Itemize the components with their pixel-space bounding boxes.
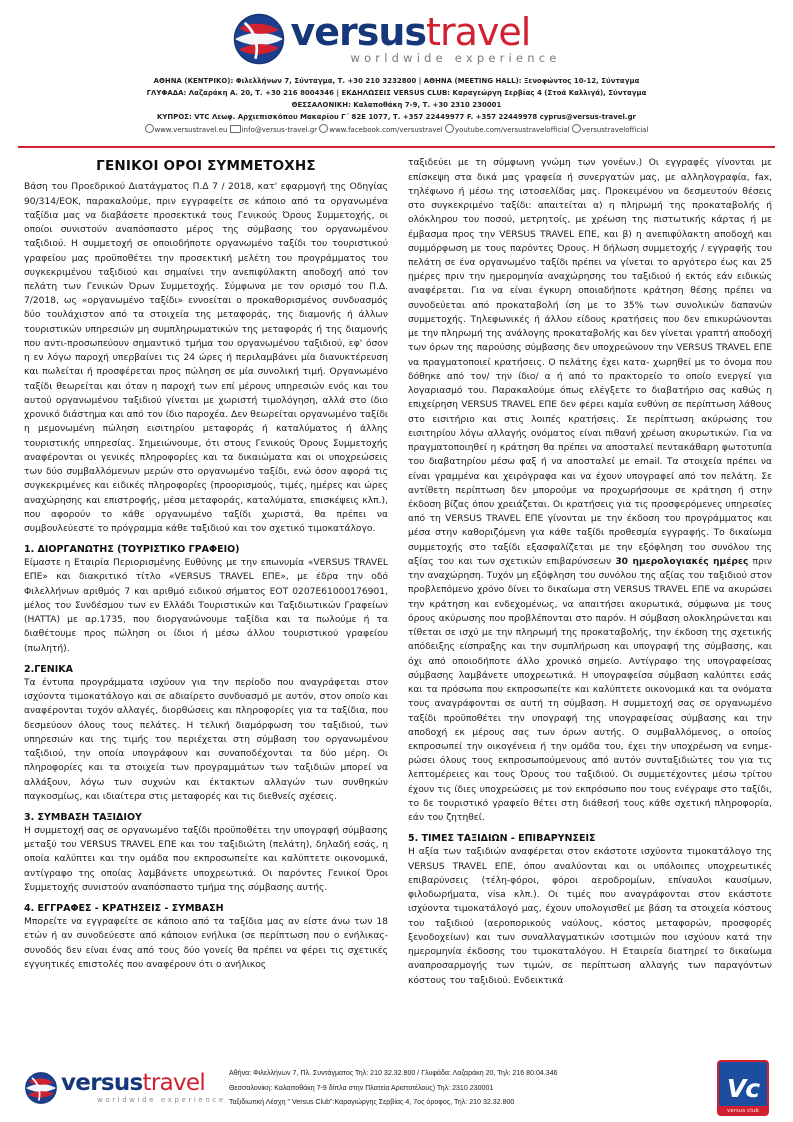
bold-30-calendar-days: 30 ημερολογιακές ημέρες bbox=[615, 556, 749, 567]
document-body bbox=[0, 148, 793, 988]
paragraph-travel-contract: Η συμμετοχή σας σε οργανωμένο ταξίδι προϋποθέτει την υπογραφή σύμβασης μεταξύ του VERSUS TRAVEL ΕΠΕ και του ταξιδιώτη (πελάτη), δηλαδή εσάς, η οποία καλύπτει και την ομάδα που εκπροσωπείτε και καλύπτετε οικονομικά, αντίγραφο της οποίας λαμβάνετε υποχρεωτικά. Οι παρόντες Γενικοί Όροι Συμμετοχής συνιστούν αναπόσπαστο τμήμα της σύμβασης αυτής. bbox=[24, 825, 388, 893]
paragraph-registrations-continued-text: ταξιδεύει με τη σύμφωνη γνώμη των γονέων.) Οι εγγραφές γίνονται με επίσκεψη στα δικά μας γραφεία ή συνεργατών μας, με αλληλογραφία, fax, τηλέφωνο ή μέσω της ιστοσελίδας μας. Προκειμένου να δεσμευτούν θέσεις στο συγκεκριμένο ταξίδι: απαιτείται α) η πληρωμή της προκαταβολής ή ολόκληρου του ποσού, μετρητοίς, με χρέωση της πιστωτικής κάρτας ή με έμβασμα προς την VERSUS TRAVEL ΕΠΕ, και β) η ανεπιφύλακτη αποδοχή και συμμόρφωση με τους παρόντες Όρους. Η δήλωση συμμετοχής / εγγραφής του πελάτη σε ένα οργανωμένο ταξίδι πρέπει να γίνεται το αργότερο έως και 25 ημέρες πριν την ημερομηνία αναχώρησης του ταξιδιού ή εκτός εάν ειδικώς αναφέρεται. Για να είναι έγκυρη οποιαδήποτε κράτηση θέσης πρέπει να συνοδεύεται από προκαταβολή ίση με το 35% των συνολικών δαπανών συμμετοχής. Τηλεφωνικές ή άλλου είδους κρατήσεις που δεν επικυρώνονται με την πληρωμή της ανάλογης προκαταβολής και δεν γίνεται γραπτή αποδοχή των όρων της παρούσης σύμβασης δεν υποχρεώνουν την VERSUS TRAVEL ΕΠΕ να πραγματοποιεί κρατήσεις. Ο πελάτης έχει κατα- χωρηθεί με το όνομα που δόθηκε από τον/ την ίδιο/ α ή από το πρακτορείο το οποίο ενεργεί για λογαριασμό του. Παρακαλούμε όπως ελέγξετε το διαβατήριο σας καθώς η επιχείρηση VERSUS TRAVEL ΕΠΕ δεν φέρει καμία ευθύνη σε περίπτωση λάθους στο εισιτήριο και στις λοιπές κρατήσεις. Σε περίπτωση ακύρωσης του εισιτηρίου λόγω αλλαγής ονόματος είναι πιθανή χρέωση ακυρωτικών. Για να πραγματοποιηθεί η κράτηση θα πρέπει να αποσταλεί πεντακάθαρη φωτοτυπία του διαβατηρίου μέσω φαξ ή να αποσταλεί με email. Τα στοιχεία πρέπει να είναι γραμμένα και χειρόγραφα και να έχουν υπογραφεί από τον πελάτη. Σε αντίθετη περίπτωση δεν μπορούμε να προχωρήσουμε σε κράτηση ή στην έκδοση βίζας όπου χρειάζεται. Οι κρατήσεις για τις προσφερόμενες υπηρεσίες από τη VERSUS TRAVEL ΕΠΕ γίνονται με την έκδοση του προγράμματος και μέσα στην καθοριζόμενη για κάθε ταξίδι προθεσμία εγγραφής. Το δικαίωμα συμμετοχής στο ταξίδι εξασφαλίζεται με την εξόφληση του συνόλου της αξίας του και των σχετικών επιβαρύνσεων bbox=[408, 158, 772, 567]
paragraph-registrations: Μπορείτε να εγγραφείτε σε κάποιο από τα ταξίδια μας αν είστε άνω των 18 ετών ή αν συνοδεύεστε από κάποιον ενήλικα (σε περίπτωση που ο ενήλικας-συνοδός δεν είναι ένας από τους δύο γονείς θα πρέπει να φέρει τις σχετικές εγγυητικές επιστολές που αναφέρουν ότι ο ανήλικος bbox=[24, 917, 388, 970]
page-title: ΓΕΝΙΚΟΙ ΟΡΟΙ ΣΥΜΜΕΤΟΧΗΣ bbox=[96, 158, 316, 175]
footer-address-athens: Αθήνα: Φιλελλήνων 7, Πλ. Συντάγματος Τηλ: 210 32.32.800 / Γλυφάδα: Λαζαράκη 20, Τηλ: 216 80.04.346 bbox=[229, 1067, 558, 1077]
paragraph-organizer: Είμαστε η Εταιρία Περιορισμένης Ευθύνης με την επωνυμία «VERSUS TRAVEL ΕΠΕ» και διακριτικό τίτλο «VERSUS TRAVEL ΕΠΕ», με έδρα την οδό Φιλελλήνων αριθμός 7 και αριθμό ειδικού σήματος ΕΟΤ 0207Ε61000176901, μέλος του Συνδέσμου των εν Ελλάδι Τουριστικών και Ταξιδιωτικών Γραφείων (HATTA) με αρ.1735, που διοργανώνουμε ταξίδια και τα πωλούμε ή τα διαθέτουμε προς πώληση οι ίδιοι ή μέσω άλλου τουριστικού γραφείου (πωλητή). bbox=[24, 558, 388, 654]
versus-club-caption: versus club bbox=[727, 1108, 759, 1114]
page-header bbox=[0, 0, 793, 148]
footer-globe-icon bbox=[24, 1071, 58, 1105]
header-contact-block bbox=[0, 76, 793, 136]
company-logo bbox=[0, 10, 793, 68]
facebook-link[interactable]: www.facebook.com/versustravel bbox=[329, 125, 443, 134]
footer-company-logo bbox=[24, 1071, 229, 1105]
contact-line-social bbox=[0, 124, 793, 137]
paragraph-registrations-continued bbox=[408, 156, 772, 825]
email-link[interactable]: info@versus-travel.gr bbox=[241, 125, 318, 134]
youtube-link[interactable]: youtube.com/versustravelofficial bbox=[454, 125, 570, 134]
section-heading-2-general: 2.ΓΕΝΙΚΑ bbox=[24, 663, 73, 675]
facebook-icon bbox=[319, 124, 328, 133]
globe-web-icon bbox=[145, 124, 154, 133]
footer-address-block bbox=[229, 1066, 683, 1110]
contact-line-glyfada: ΓΛΥΦΑΔΑ: Λαζαράκη Α. 20, Τ. +30 216 8004346 | ΕΚΔΗΛΩΣΕΙΣ VERSUS CLUB: Καραγεώργη Σερβίας 4 (Στοά Καλλιγά), Σύνταγμα bbox=[146, 88, 647, 97]
footer-logo-word-versus: versus bbox=[61, 1070, 143, 1096]
paragraph-intro: Βάση του Προεδρικού Διατάγματος Π.Δ 7 / 2018, κατ' εφαρμογή της Οδηγίας 90/314/ΕΟΚ, παρακαλούμε, πριν εγγραφείτε σε κάποιο από τα οργανωμένα ταξίδια μας να διαβάσετε προσεκτικά τους Γενικούς Όρους Συμμετοχής, οι οποίοι συνιστούν αναπόσπαστο μέρος της σύμβασης του οργανωμένου ταξιδιού. Η συμμετοχή σε οποιοδήποτε οργανωμένο ταξίδι του τουριστικού γραφείου μας προϋποθέτει την προσεκτική μελέτη του προγράμματος του συγκεκριμένου ταξιδιού και σημαίνει την ανεπιφύλακτη αποδοχή από τον πελάτη των Γενικών Όρων Συμμετοχής. Σύμφωνα με τον ορισμό του Π.Δ. 7/2018, ως «οργανωμένο ταξίδι» εννοείται ο προκαθορισμένος συνδυασμός δύο τουλάχιστον από τα στοιχεία της μεταφοράς, της διαμονής ή άλλων τουριστικών υπηρεσιών μη συμπληρωματικών της μεταφοράς ή της διαμονής που αντι-προσωπεύουν σημαντικό τμήμα του οργανωμένου ταξιδιού, εφ' όσον η εν λόγω παροχή υπερβαίνει τις 24 ώρες ή περιλαμβάνει μία διανυκτέρευση και πωλείται ή προσφέρεται προς πώληση σε μία συνολική τιμή. Οργανωμένο ταξίδι θεωρείται και όταν η παροχή των επί μέρους υπηρεσιών ενός και του αυτού οργανωμένου ταξιδιού γίνεται με χωριστή τιμολόγηση, αλλά στο ίδιο χρονικό διάστημα και από τον ίδιο παροχέα. Δεν θεωρείται οργανωμένο ταξίδι η μεμονωμένη πώληση εισιτηρίου μεταφοράς ή καταλύματος ή άλλης τουριστικής υπηρεσίας. Σημειώνουμε, ότι στους Γενικούς Όρους Συμμετοχής αναφέρονται οι γενικές πληροφορίες και τα δικαιώματα και οι υποχρεώσεις των δύο συμβαλλόμενων μερών στο οργανωμένο ταξίδι, ενώ όσον αφορά τις συγκεκριμένες και ειδικές πληροφορίες (προορισμούς, τιμές, ημέρες και ώρες αναχώρησης και επιστροφής, μέσα μεταφοράς, καταλύματα, επισκέψεις κλπ.), που αφορούν το κάθε οργανωμένο ταξίδι χωριστά, θα πρέπει να συμβουλεύεστε το πρόγραμμα κάθε ταξιδιού και τον σχετικό τιμοκατάλογο. bbox=[24, 182, 388, 534]
right-column bbox=[408, 156, 772, 988]
footer-address-versus-club: Ταξιδιωτική Λέσχη " Versus Club":Καραγιώργης Σερβίας 4, 7ος όροφος, Τηλ: 210 32.32.800 bbox=[229, 1097, 515, 1107]
section-heading-4-registrations: 4. ΕΓΓΡΑΦΕΣ - ΚΡΑΤΗΣΕΙΣ - ΣΥΜΒΑΣΗ bbox=[24, 903, 224, 915]
versus-club-badge bbox=[717, 1060, 769, 1116]
section-heading-5-prices-surcharges: 5. ΤΙΜΕΣ ΤΑΞΙΔΙΩΝ - ΕΠΙΒΑΡΥΝΣΕΙΣ bbox=[408, 833, 596, 845]
paragraph-contract-validity-text: πριν την αναχώρηση. Τυχόν μη εξόφληση του συνόλου της αξίας του ταξιδιού στον προβλεπόμενο χρόνο δίνει το δικαίωμα στη VERSUS TRAVEL ΕΠΕ να ακυρώσει την κράτηση και ενδεχομένως, να απαιτήσει ακυρωτικά, σύμφωνα με τους όρους ακύρωσης που προβλέπονται στο παρόν. Η σύμβαση ολοκληρώνεται και τίθεται σε ισχύ με την πληρωμή της προκαταβολής, την έκδοση της σχετικής απόδειξης είσπραξης και την συμπλήρωση και υπογραφή της σύμβασης, και όχι από οποιοδήποτε άλλο χρονικό σημείο. Αντίγραφο της υπογραφείσας σύμβασης λαμβάνετε υποχρεωτικά. Η υπογραφείσα σύμβαση καλύπτει εσάς και τα πρόσωπα που εκπροσωπείτε και καλύπτετε οικονομικά και τα ονόματα τους αναγράφονται σε αυτή τη σύμβαση. Η συμμετοχή σας σε οργανωμένο ταξίδι προϋποθέτει την υπογραφή της υπογραφείσας σύμβασης και την αποδοχή εκ μέρους σας των όρων αυτής. Ο συμβαλλόμενος, ο οποίος εκπροσωπεί την οικογένεια ή την ομάδα του, έχει την υποχρέωση να ενημε- ρώσει όλους τους εκπροσωπούμενους από αυτόν συνταξιδιώτες του για τις λεπτομέρειες και τους Όρους του ταξιδιού. Οι συμμετέχοντες μέσω τρίτου έχουν τις ίδιες υποχρεώσεις με τον εκπρόσωπο που τους ενέγραψε στο ταξίδι, το δε τουριστικό γραφείο θέτει στη διάθεσή τους κάθε σχετική πληροφορία, εάν του ζητηθεί. bbox=[408, 556, 772, 824]
paragraph-prices-surcharges: Η αξία των ταξιδιών αναφέρεται στον εκάστοτε ισχύοντα τιμοκατάλογο της VERSUS TRAVEL ΕΠΕ, όπου αναλύονται και οι υπόλοιπες υποχρεωτικές επιβαρύνσεις (τέλη-φόροι, φόροι αεροδρομίων, επίναυλοι καυσίμων, φιλοδωρήματα, visa κλπ.). Οι τιμές που αναγράφονται στον εκάστοτε ισχύοντα τιμοκατάλογό μας, έχουν υπολογισθεί με βάση τα στοιχεία κόστους του ταξιδιού (αεροπορικούς ναύλους, κόστος μεταφορών, προσφορές ξενοδοχείων) και των συναλλαγματικών ισοτιμιών που ισχύουν κατά την ημερομηνία έκδοσης του τιμοκαταλόγου. Η Εταιρεία διατηρεί το δικαίωμα αναπροσαρμογής των τιμών, σε περίπτωση αλλαγής των παραγόντων κόστους του ταξιδιού. Ενδεικτικά bbox=[408, 847, 772, 986]
left-column bbox=[24, 156, 388, 988]
footer-logo-tagline: worldwide experience bbox=[97, 1096, 226, 1104]
instagram-icon bbox=[572, 124, 581, 133]
contact-line-cyprus: ΚΥΠΡΟΣ: VTC Λεωφ. Αρχιεπισκόπου Μακαρίου Γ´ 82Ε 1077, Τ. +357 22449977 F. +357 22449978 cyprus@versus-travel.gr bbox=[156, 112, 637, 121]
versus-club-letters: Vc bbox=[726, 1073, 760, 1103]
youtube-icon bbox=[445, 124, 454, 133]
section-heading-1-organizer: 1. ΔΙΟΡΓΑΝΩΤΗΣ (ΤΟΥΡΙΣΤΙΚΟ ΓΡΑΦΕΙΟ) bbox=[24, 544, 240, 556]
instagram-link[interactable]: versustravelofficial bbox=[581, 125, 649, 134]
paragraph-general: Τα έντυπα προγράμματα ισχύουν για την περίοδο που αναγράφεται στον ισχύοντα τιμοκατάλογο και σε αδιαίρετο συνδυασμό με αυτόν, στον οποίο και αναφέρονται τυχόν αλλαγές, διορθώσεις και πληροφορίες για τα ταξίδια, που δεσμεύουν όλους τους πελάτες. Η τελική διαμόρφωση του ταξιδιού, των υπηρεσιών και της τιμής του περιέχεται στη σύμβαση του οργανωμένου ταξιδιού, την οποία υπογράφουν και συναποδέχονται τα δύο μέρη. Οι πληροφορίες και τα στοιχεία των προγραμμάτων των ταξιδιών μπορεί να αλλάξουν, λόγω των συχνών και έκτακτων αλλαγών των συνθηκών παγκοσμίως, και ιδιαίτερα στις μεταφορές και τις διεθνείς σχέσεις. bbox=[24, 677, 388, 802]
globe-icon bbox=[232, 12, 286, 66]
footer-logo-word-travel: travel bbox=[142, 1070, 206, 1096]
logo-word-travel: travel bbox=[426, 10, 531, 55]
logo-word-versus: versus bbox=[290, 10, 427, 55]
website-link[interactable]: www.versustravel.eu bbox=[154, 125, 228, 134]
logo-tagline: worldwide experience bbox=[350, 51, 561, 66]
mail-icon bbox=[230, 125, 241, 133]
section-heading-3-travel-contract: 3. ΣΥΜΒΑΣΗ ΤΑΞΙΔΙΟΥ bbox=[24, 811, 142, 823]
footer-address-thessaloniki: Θεσσαλονίκη: Καλαποθάκη 7-9 δίπλα στην Πλατεία Αριστοτέλους) Τηλ: 2310 230001 bbox=[229, 1082, 494, 1092]
contact-line-thessaloniki: ΘΕΣΣΑΛΟΝΙΚΗ: Καλαποθάκη 7-9, Τ. +30 2310 230001 bbox=[291, 100, 502, 109]
page-footer bbox=[0, 1054, 793, 1122]
contact-line-athens: ΑΘΗΝΑ (ΚΕΝΤΡΙΚΟ): Φιλελλήνων 7, Σύνταγμα, Τ. +30 210 3232800 | ΑΘΗΝΑ (MEETING HALL): Ξενοφώντος 10-12, Σύνταγμα bbox=[153, 77, 640, 85]
